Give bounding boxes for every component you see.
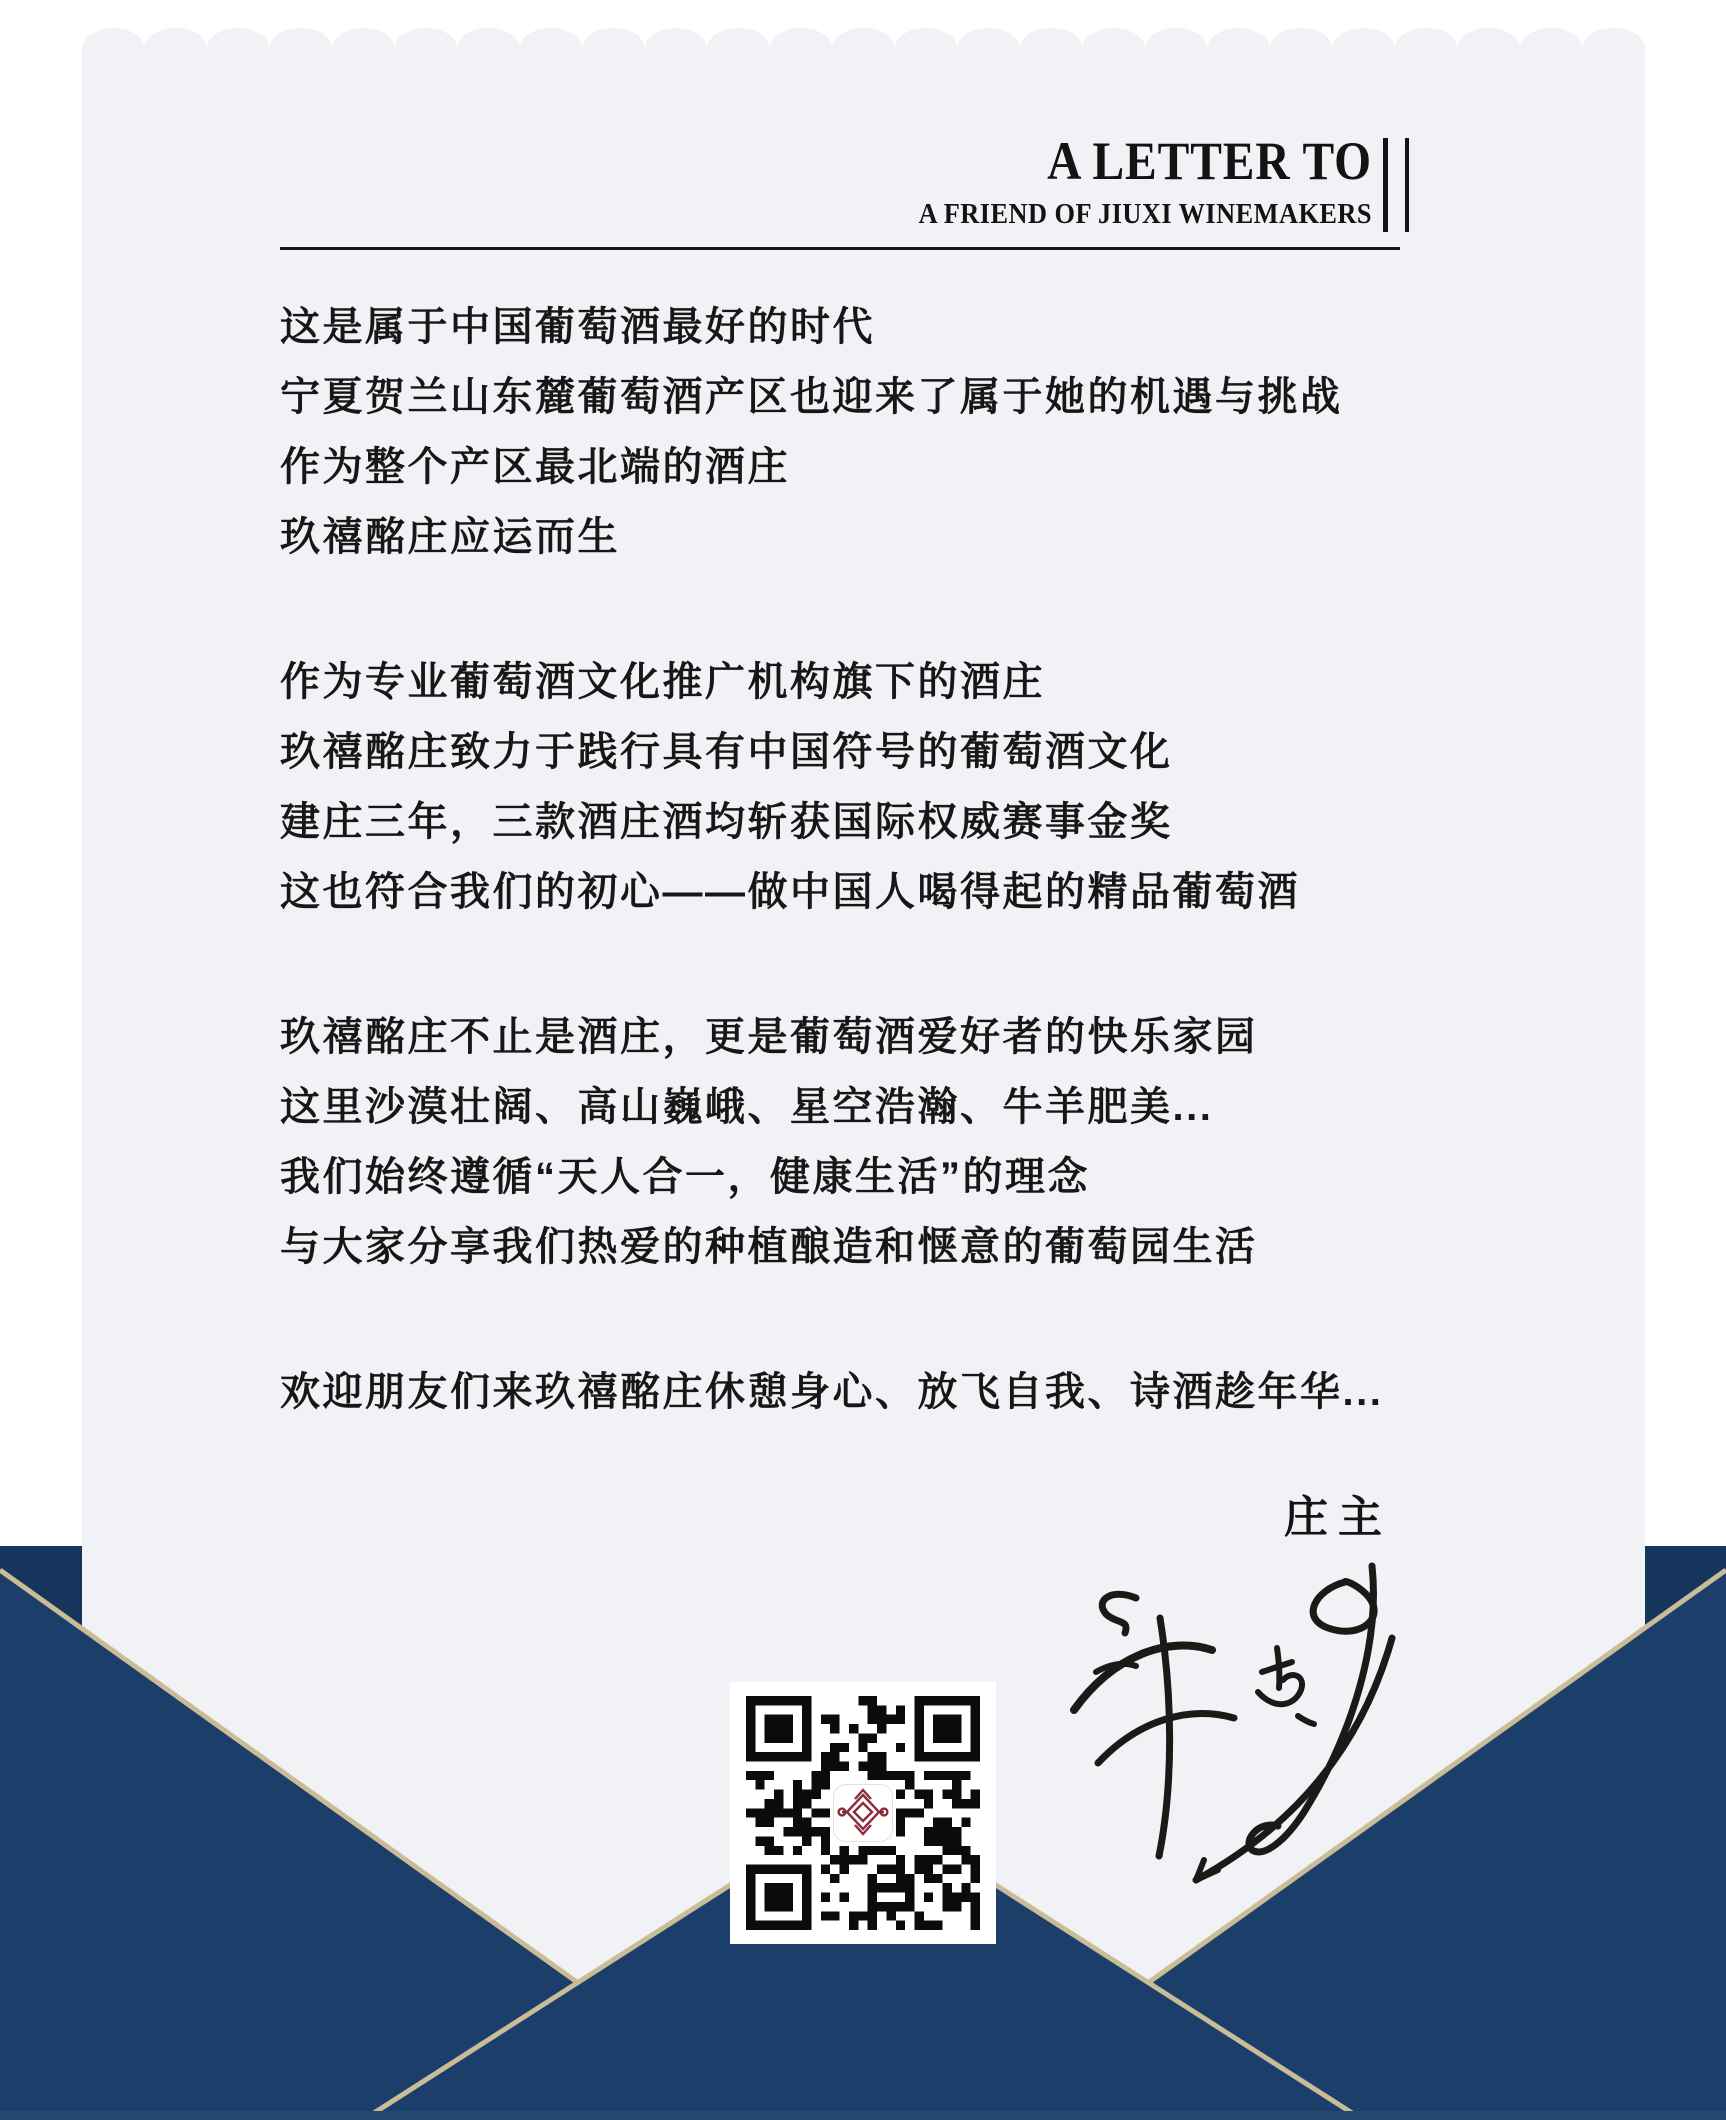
line: 作为整个产区最北端的酒庄: [280, 445, 790, 489]
line: 建庄三年，三款酒庄酒均斩获国际权威赛事金奖: [280, 800, 1173, 844]
signature-graphic: [1040, 1520, 1420, 1920]
paragraph-3: [280, 1002, 1460, 1282]
diamond-knot-logo: [833, 1784, 893, 1842]
paragraph-4: [280, 1357, 1460, 1427]
paper-scallop-edge: [82, 28, 1645, 48]
line: 玖禧酩庄应运而生: [280, 515, 620, 559]
header-rule: [280, 247, 1400, 250]
qr-code: [730, 1682, 996, 1944]
paragraph-1: [280, 292, 1460, 572]
header-subtitle: A FRIEND OF JIUXI WINEMAKERS: [918, 199, 1372, 230]
line: 作为专业葡萄酒文化推广机构旗下的酒庄: [280, 660, 1045, 704]
line: 欢迎朋友们来玖禧酩庄休憩身心、放飞自我、诗酒趁年华...: [280, 1370, 1384, 1414]
line: 这也符合我们的初心——做中国人喝得起的精品葡萄酒: [280, 870, 1300, 914]
line: 这里沙漠壮阔、高山巍峨、星空浩瀚、牛羊肥美...: [280, 1085, 1214, 1129]
header-title: A LETTER TO: [1047, 131, 1372, 191]
signoff-role: 庄主: [1284, 1493, 1392, 1542]
line: 宁夏贺兰山东麓葡萄酒产区也迎来了属于她的机遇与挑战: [280, 375, 1343, 419]
line: 玖禧酩庄致力于践行具有中国符号的葡萄酒文化: [280, 730, 1173, 774]
line: 这是属于中国葡萄酒最好的时代: [280, 305, 875, 349]
paragraph-2: [280, 647, 1460, 927]
letter-body: [280, 292, 1460, 1427]
line: 玖禧酩庄不止是酒庄，更是葡萄酒爱好者的快乐家园: [280, 1015, 1258, 1059]
double-bar-icon: [1383, 138, 1409, 232]
line: 与大家分享我们热爱的种植酿造和惬意的葡萄园生活: [280, 1225, 1258, 1269]
line: 我们始终遵循“天人合一，健康生活”的理念: [280, 1155, 1090, 1199]
